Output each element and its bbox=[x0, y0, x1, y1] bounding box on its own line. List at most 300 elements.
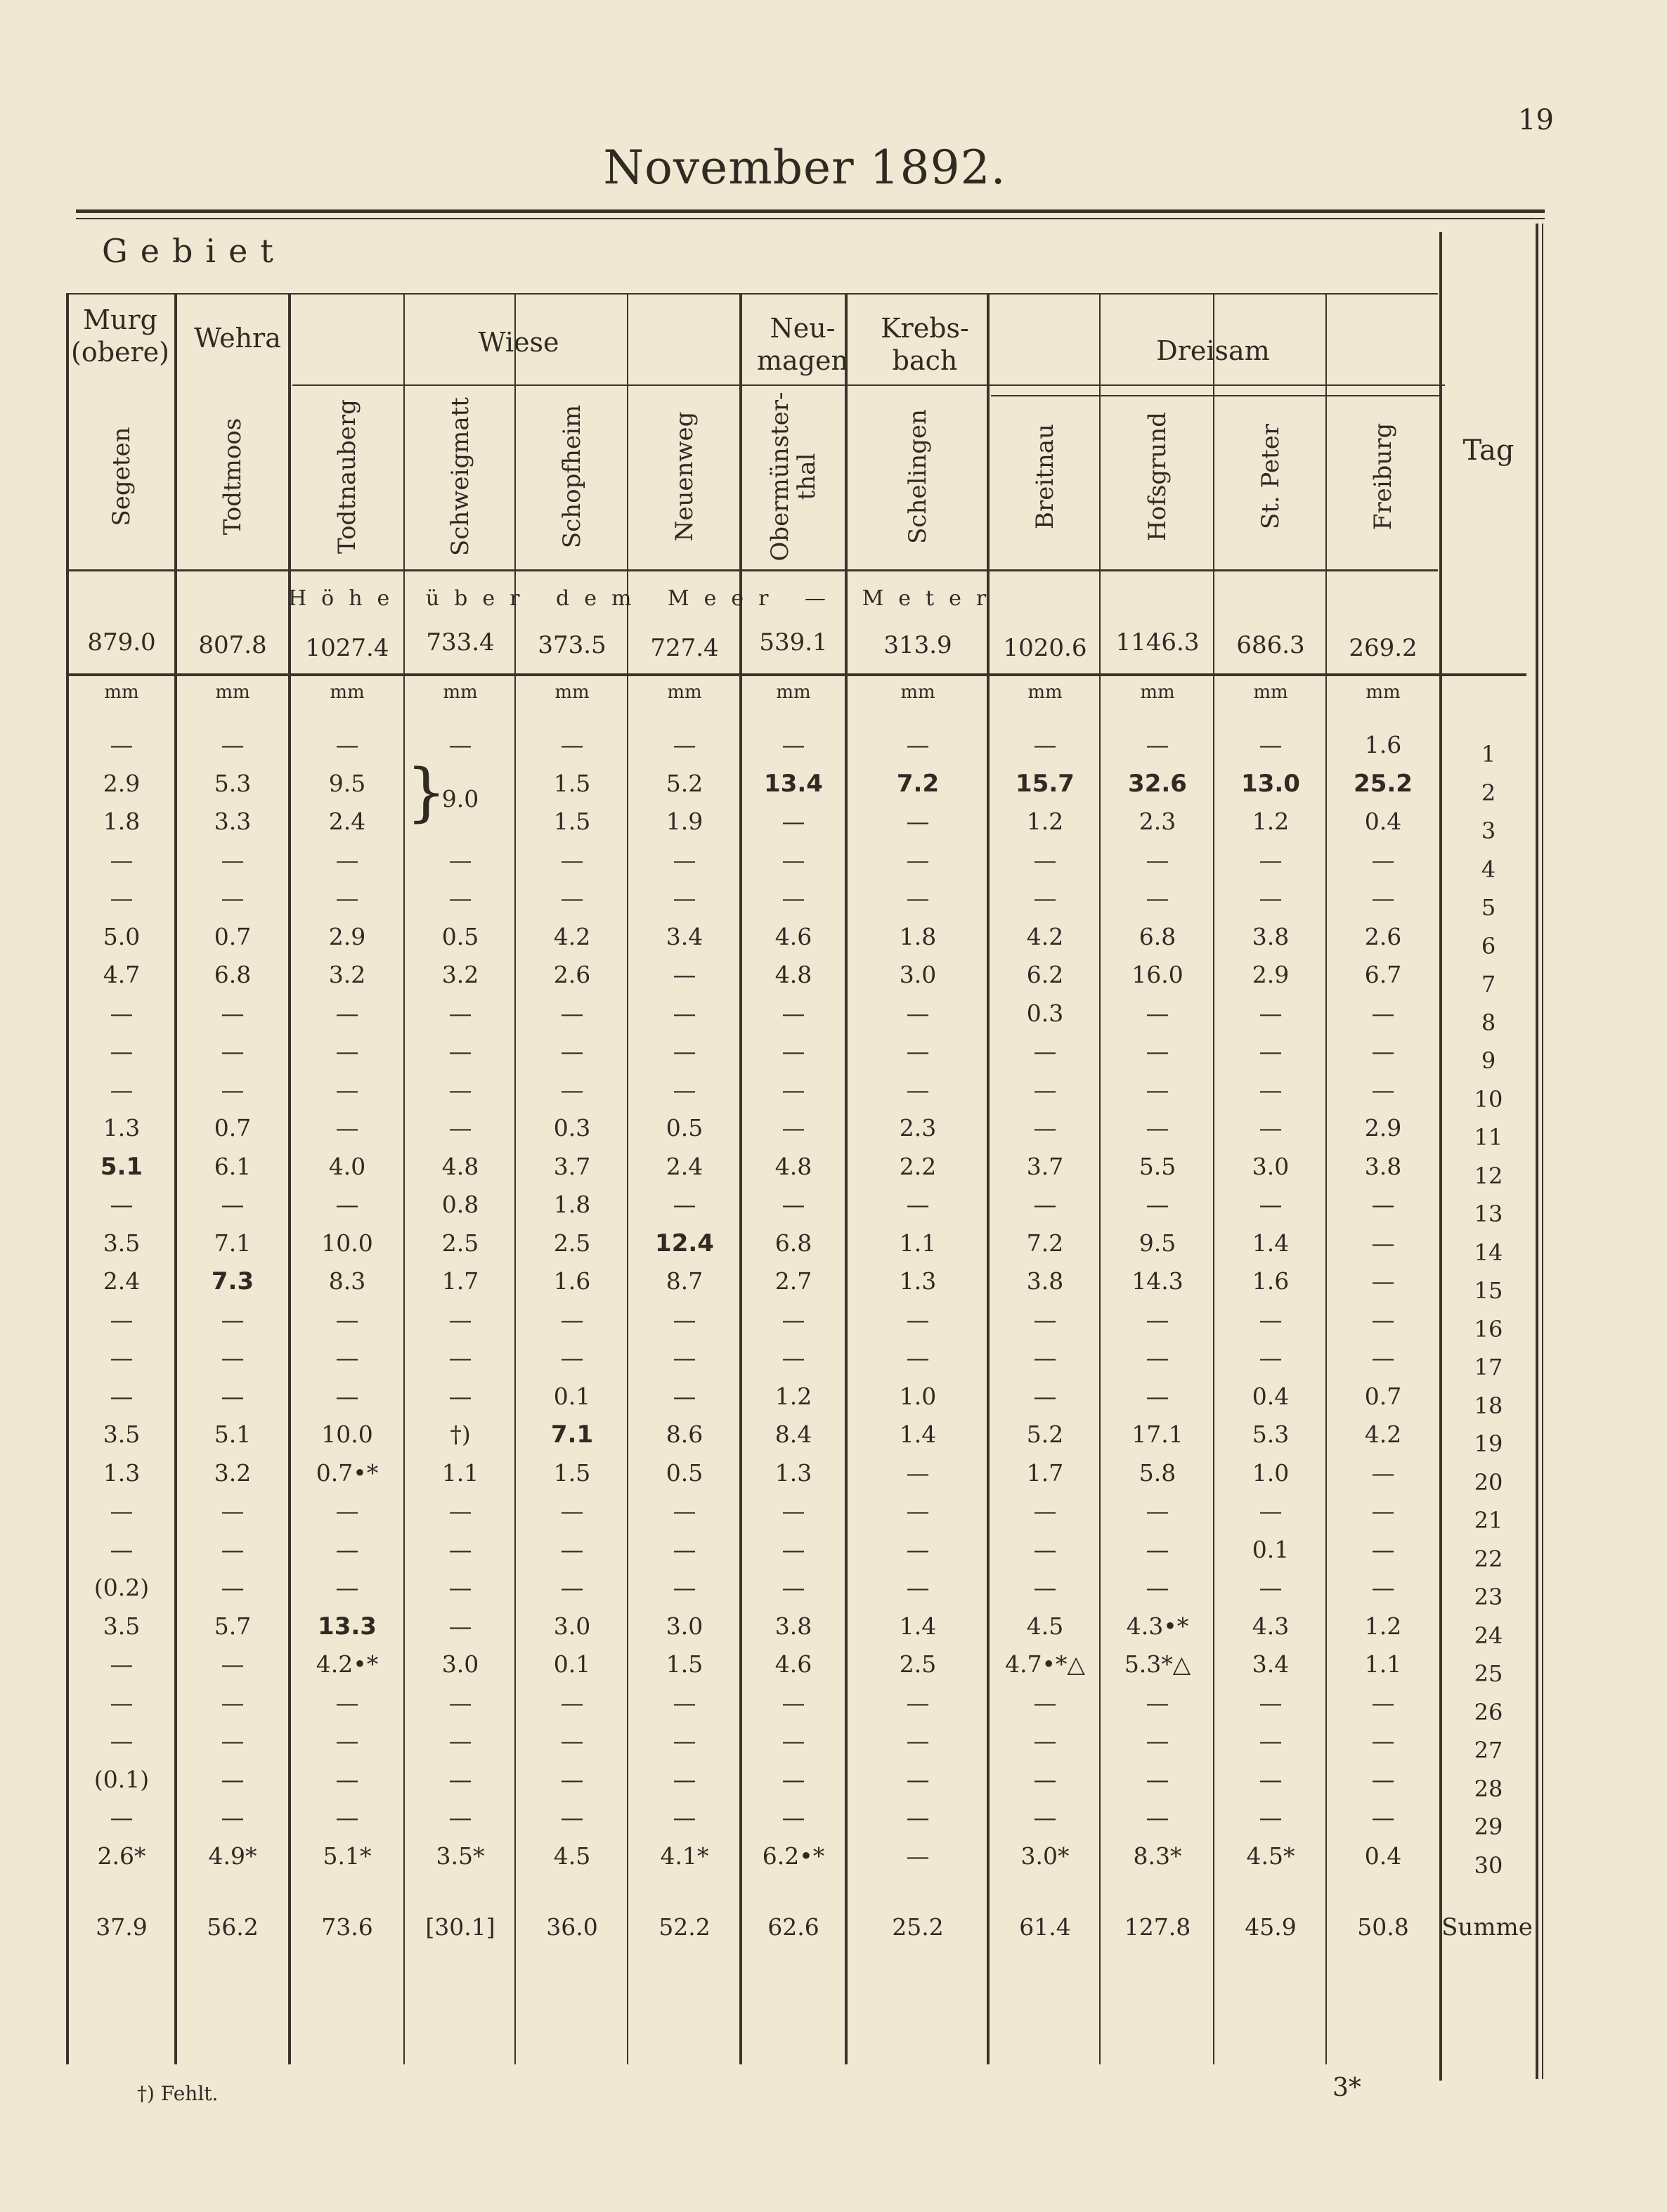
table-cell: — bbox=[906, 1459, 930, 1487]
table-cell: — bbox=[560, 1037, 584, 1065]
table-cell: 1.3 bbox=[774, 1459, 812, 1487]
table-cell: — bbox=[448, 1344, 472, 1371]
table-cell: — bbox=[906, 846, 930, 874]
unit-label: mm bbox=[1027, 682, 1063, 703]
bracket-mark: } bbox=[406, 756, 447, 829]
unit-label: mm bbox=[900, 682, 935, 703]
unit-label: mm bbox=[215, 682, 250, 703]
group-wiese: Wiese bbox=[478, 327, 559, 358]
table-cell: — bbox=[110, 1497, 134, 1525]
altitude-value: 1027.4 bbox=[305, 634, 389, 662]
table-cell: — bbox=[1146, 1075, 1169, 1104]
table-cell: — bbox=[1033, 1804, 1057, 1831]
table-cell: 1.5 bbox=[666, 1650, 703, 1678]
group-neumagen: Neu- magen bbox=[757, 313, 848, 376]
page-signature-mark: 3* bbox=[1332, 2074, 1361, 2102]
table-cell: — bbox=[781, 1535, 805, 1563]
table-cell: — bbox=[673, 1075, 696, 1104]
table-cell: 3.0 bbox=[553, 1612, 591, 1640]
table-cell: 2.6 bbox=[1364, 922, 1402, 950]
table-cell: (0.2) bbox=[93, 1574, 150, 1601]
table-cell: — bbox=[1033, 1497, 1057, 1525]
table-cell: 1.7 bbox=[1026, 1459, 1064, 1487]
day-number: 18 bbox=[1474, 1392, 1503, 1419]
table-cell: 1.5 bbox=[553, 808, 591, 835]
table-cell: 2.2 bbox=[899, 1152, 937, 1180]
day-number: 22 bbox=[1474, 1545, 1503, 1572]
unit-label: mm bbox=[554, 682, 590, 703]
page-title: November 1892. bbox=[603, 141, 1006, 195]
table-cell: — bbox=[1259, 731, 1283, 758]
table-cell: 6.8 bbox=[214, 961, 252, 988]
altitude-value: 879.0 bbox=[87, 628, 156, 657]
table-cell: — bbox=[1371, 1804, 1395, 1831]
table-cell: — bbox=[906, 1804, 930, 1831]
day-number: 9 bbox=[1481, 1047, 1496, 1074]
table-cell: 5.7 bbox=[214, 1612, 252, 1640]
table-cell: 4.6 bbox=[774, 922, 812, 950]
table-cell: — bbox=[1146, 1574, 1169, 1601]
table-cell: — bbox=[110, 1075, 134, 1104]
table-cell: 8.6 bbox=[666, 1421, 703, 1448]
table-cell: — bbox=[221, 1191, 245, 1218]
table-cell: — bbox=[221, 884, 245, 912]
table-cell: 9.5 bbox=[328, 769, 366, 797]
table-cell: — bbox=[1259, 1497, 1283, 1525]
table-cell: — bbox=[448, 1765, 472, 1793]
table-cell: 7.2 bbox=[896, 769, 940, 798]
altitude-value: 807.8 bbox=[198, 631, 267, 659]
rule-horizontal bbox=[76, 209, 1545, 213]
table-cell: — bbox=[1033, 1344, 1057, 1371]
table-cell: 3.8 bbox=[774, 1612, 812, 1640]
table-cell: 5.1* bbox=[323, 1842, 372, 1870]
station-header: Neuenweg bbox=[670, 411, 699, 542]
table-cell: 5.1 bbox=[100, 1152, 143, 1181]
day-number: 23 bbox=[1474, 1584, 1503, 1610]
table-cell: — bbox=[1033, 884, 1057, 912]
table-cell: 0.1 bbox=[1252, 1535, 1290, 1563]
table-cell: 3.5 bbox=[103, 1421, 141, 1448]
rule-horizontal bbox=[67, 673, 1526, 676]
table-cell: — bbox=[673, 1688, 696, 1716]
table-cell: — bbox=[560, 1497, 584, 1525]
table-cell: — bbox=[448, 1612, 472, 1640]
table-cell: 3.0* bbox=[1020, 1842, 1070, 1870]
table-cell: 14.3 bbox=[1131, 1267, 1183, 1295]
table-cell: 3.2 bbox=[214, 1459, 252, 1487]
table-cell: — bbox=[906, 1075, 930, 1104]
table-cell: — bbox=[1146, 1727, 1169, 1754]
table-cell: — bbox=[1259, 1804, 1283, 1831]
table-cell: — bbox=[673, 1804, 696, 1831]
table-cell: 1.2 bbox=[1026, 808, 1064, 835]
table-cell: — bbox=[560, 1305, 584, 1333]
table-cell: 2.7 bbox=[774, 1267, 812, 1295]
rule-horizontal bbox=[67, 293, 1438, 295]
table-cell: — bbox=[110, 1344, 134, 1371]
table-cell: — bbox=[110, 1535, 134, 1563]
table-cell: — bbox=[673, 884, 696, 912]
table-cell: — bbox=[560, 731, 584, 758]
day-number: 27 bbox=[1474, 1737, 1503, 1764]
table-cell: — bbox=[1371, 1229, 1395, 1257]
day-number: 14 bbox=[1474, 1238, 1503, 1266]
table-cell: — bbox=[1371, 1267, 1395, 1295]
table-cell: 2.3 bbox=[899, 1114, 937, 1141]
table-cell: 2.9 bbox=[1364, 1114, 1402, 1141]
summe-cell: [30.1] bbox=[425, 1913, 495, 1941]
tag-header: Tag bbox=[1462, 434, 1514, 467]
table-cell: 1.5 bbox=[553, 769, 591, 797]
table-cell: — bbox=[673, 1765, 696, 1793]
table-cell: 3.4 bbox=[1252, 1650, 1290, 1678]
table-cell: — bbox=[781, 1727, 805, 1754]
table-cell: 0.8 bbox=[441, 1191, 479, 1218]
table-cell: 3.3 bbox=[214, 808, 252, 835]
table-cell: 1.6 bbox=[1364, 731, 1402, 758]
table-cell: — bbox=[448, 1497, 472, 1525]
altitude-value: 727.4 bbox=[650, 634, 719, 662]
table-cell: 1.1 bbox=[1364, 1650, 1402, 1678]
table-cell: — bbox=[1146, 1804, 1169, 1831]
table-cell: — bbox=[781, 731, 805, 758]
table-cell: 2.3 bbox=[1139, 808, 1176, 835]
day-number: 2 bbox=[1481, 779, 1496, 806]
table-cell: — bbox=[1259, 1305, 1283, 1333]
day-number: 8 bbox=[1481, 1009, 1496, 1036]
day-number: 25 bbox=[1474, 1660, 1503, 1687]
table-cell: — bbox=[673, 1497, 696, 1525]
summe-cell: 73.6 bbox=[321, 1913, 373, 1941]
table-cell: 3.5* bbox=[436, 1842, 485, 1870]
table-cell: — bbox=[1033, 1535, 1057, 1563]
day-number: 3 bbox=[1481, 817, 1496, 844]
rule-vertical bbox=[1542, 224, 1543, 2079]
table-cell: — bbox=[221, 1727, 245, 1754]
table-cell: 1.8 bbox=[899, 922, 937, 950]
table-cell: 0.1 bbox=[553, 1650, 591, 1678]
altitude-value: 269.2 bbox=[1349, 634, 1418, 662]
table-cell: 2.9 bbox=[103, 769, 141, 797]
summe-cell: 52.2 bbox=[659, 1913, 711, 1941]
table-cell: 0.7 bbox=[1364, 1382, 1402, 1410]
table-cell: 1.0 bbox=[899, 1382, 937, 1410]
table-cell: — bbox=[448, 999, 472, 1027]
table-cell: 5.0 bbox=[103, 922, 141, 950]
table-cell: — bbox=[1033, 1688, 1057, 1716]
table-cell: — bbox=[673, 1382, 696, 1410]
table-cell: — bbox=[221, 731, 245, 758]
table-cell: — bbox=[1259, 999, 1283, 1027]
table-cell: — bbox=[1259, 1765, 1283, 1793]
table-cell: — bbox=[673, 1191, 696, 1218]
table-cell: 1.2 bbox=[774, 1382, 812, 1410]
table-cell: — bbox=[781, 846, 805, 874]
table-cell: — bbox=[221, 1075, 245, 1104]
table-cell: 5.5 bbox=[1139, 1152, 1176, 1180]
table-cell: 7.1 bbox=[214, 1229, 252, 1257]
table-cell: — bbox=[1146, 1114, 1169, 1141]
table-cell: — bbox=[781, 1114, 805, 1141]
table-cell: — bbox=[1146, 1382, 1169, 1410]
table-cell: — bbox=[110, 1382, 134, 1410]
table-cell: — bbox=[1259, 1344, 1283, 1371]
day-number: 28 bbox=[1474, 1775, 1503, 1802]
table-cell: — bbox=[1033, 1075, 1057, 1104]
table-cell: 5.3 bbox=[1252, 1421, 1290, 1448]
summe-cell: 50.8 bbox=[1357, 1913, 1409, 1941]
table-cell: 4.8 bbox=[441, 1152, 479, 1180]
table-cell: — bbox=[221, 1037, 245, 1065]
table-cell: 1.5 bbox=[553, 1459, 591, 1487]
table-cell: 0.3 bbox=[553, 1114, 591, 1141]
table-cell: — bbox=[560, 884, 584, 912]
day-number: 29 bbox=[1474, 1813, 1503, 1840]
table-cell: 17.1 bbox=[1131, 1421, 1183, 1448]
table-cell: 3.7 bbox=[1026, 1152, 1064, 1180]
station-header: Todtnauberg bbox=[333, 399, 361, 554]
table-cell: 6.2•* bbox=[762, 1842, 825, 1870]
table-cell: 3.8 bbox=[1026, 1267, 1064, 1295]
table-cell: 5.1 bbox=[214, 1421, 252, 1448]
station-header: Breitnau bbox=[1031, 424, 1059, 529]
table-cell: — bbox=[221, 1497, 245, 1525]
table-cell: — bbox=[110, 1727, 134, 1754]
table-cell: — bbox=[1033, 1114, 1057, 1141]
table-cell: — bbox=[221, 1574, 245, 1601]
table-cell: 0.4 bbox=[1364, 1842, 1402, 1870]
altitude-value: 373.5 bbox=[538, 631, 607, 659]
table-cell: — bbox=[1033, 1574, 1057, 1601]
summe-label: Summe bbox=[1441, 1913, 1533, 1941]
table-cell: 5.8 bbox=[1139, 1459, 1176, 1487]
table-cell: 12.4 bbox=[655, 1229, 714, 1257]
day-number: 16 bbox=[1474, 1315, 1503, 1343]
table-cell: 1.6 bbox=[553, 1267, 591, 1295]
table-cell: 1.9 bbox=[666, 808, 703, 835]
table-cell: 13.0 bbox=[1241, 769, 1300, 798]
table-cell: 5.2 bbox=[666, 769, 703, 797]
unit-label: mm bbox=[443, 682, 478, 703]
day-number: 12 bbox=[1474, 1162, 1503, 1189]
table-cell: 3.0 bbox=[1252, 1152, 1290, 1180]
table-cell: 3.0 bbox=[666, 1612, 703, 1640]
table-cell: — bbox=[1371, 1497, 1395, 1525]
table-cell: 4.2 bbox=[553, 922, 591, 950]
table-cell: 1.0 bbox=[1252, 1459, 1290, 1487]
table-cell: 6.2 bbox=[1026, 961, 1064, 988]
table-cell: 16.0 bbox=[1131, 961, 1183, 988]
table-cell: — bbox=[1146, 1535, 1169, 1563]
day-number: 15 bbox=[1474, 1277, 1503, 1304]
table-cell: 0.5 bbox=[666, 1459, 703, 1487]
table-cell: 7.3 bbox=[211, 1267, 254, 1295]
altitude-value: 313.9 bbox=[883, 631, 952, 659]
table-cell: — bbox=[335, 1497, 359, 1525]
unit-label: mm bbox=[1366, 682, 1401, 703]
table-cell: — bbox=[560, 1727, 584, 1754]
table-cell: — bbox=[906, 1497, 930, 1525]
day-number: 6 bbox=[1481, 932, 1496, 959]
table-cell: — bbox=[448, 884, 472, 912]
table-cell: 0.5 bbox=[441, 922, 479, 950]
table-cell: 6.1 bbox=[214, 1152, 252, 1180]
table-cell: 3.8 bbox=[1252, 922, 1290, 950]
day-number: 7 bbox=[1481, 971, 1496, 997]
table-cell: 3.0 bbox=[441, 1650, 479, 1678]
table-cell: — bbox=[221, 1344, 245, 1371]
table-cell: — bbox=[221, 1382, 245, 1410]
altitude-value: 733.4 bbox=[426, 628, 495, 657]
table-cell: 1.2 bbox=[1364, 1612, 1402, 1640]
table-cell: 1.4 bbox=[899, 1421, 937, 1448]
table-cell: — bbox=[781, 999, 805, 1027]
table-cell: — bbox=[906, 1765, 930, 1793]
table-cell: 2.9 bbox=[1252, 961, 1290, 988]
table-cell: 0.3 bbox=[1026, 999, 1064, 1027]
table-cell: 2.5 bbox=[899, 1650, 937, 1678]
table-cell: — bbox=[560, 1574, 584, 1601]
table-cell: — bbox=[1371, 1765, 1395, 1793]
table-cell: 13.4 bbox=[764, 769, 823, 798]
rule-vertical bbox=[1439, 232, 1442, 2081]
summe-cell: 127.8 bbox=[1124, 1913, 1191, 1941]
altitude-value: 686.3 bbox=[1236, 631, 1305, 659]
table-cell: 3.0 bbox=[899, 961, 937, 988]
day-number: 10 bbox=[1474, 1085, 1503, 1113]
table-cell: — bbox=[781, 884, 805, 912]
day-number: 5 bbox=[1481, 894, 1496, 921]
table-cell: 1.6 bbox=[1252, 1267, 1290, 1295]
table-cell: 2.6 bbox=[553, 961, 591, 988]
table-cell: — bbox=[906, 731, 930, 758]
table-cell: — bbox=[673, 999, 696, 1027]
table-cell: — bbox=[906, 1191, 930, 1218]
table-cell: — bbox=[1146, 1191, 1169, 1218]
table-cell: †) bbox=[450, 1421, 471, 1448]
table-cell: — bbox=[1371, 1344, 1395, 1371]
summe-cell: 62.6 bbox=[767, 1913, 819, 1941]
table-cell: — bbox=[673, 1037, 696, 1065]
table-cell: — bbox=[781, 1075, 805, 1104]
table-cell: 4.8 bbox=[774, 1152, 812, 1180]
table-cell: — bbox=[673, 846, 696, 874]
table-cell: — bbox=[110, 1804, 134, 1831]
table-cell: 1.3 bbox=[899, 1267, 937, 1295]
table-cell: 5.3*△ bbox=[1124, 1650, 1191, 1678]
table-cell: — bbox=[1371, 1727, 1395, 1754]
table-cell: — bbox=[110, 1191, 134, 1218]
table-cell: — bbox=[1371, 1075, 1395, 1104]
day-number: 11 bbox=[1474, 1124, 1503, 1151]
table-cell: — bbox=[335, 1037, 359, 1065]
table-cell: — bbox=[448, 731, 472, 758]
table-cell: — bbox=[1033, 846, 1057, 874]
table-cell: — bbox=[335, 884, 359, 912]
table-cell: — bbox=[448, 1727, 472, 1754]
table-cell: 4.6 bbox=[774, 1650, 812, 1678]
table-cell: 8.3 bbox=[328, 1267, 366, 1295]
day-number: 4 bbox=[1481, 855, 1496, 883]
table-cell: 8.7 bbox=[666, 1267, 703, 1295]
table-cell: 1.2 bbox=[1252, 808, 1290, 835]
table-cell: — bbox=[448, 846, 472, 874]
altitude-value: 539.1 bbox=[759, 628, 828, 657]
table-cell: — bbox=[781, 1574, 805, 1601]
table-cell: — bbox=[1146, 1305, 1169, 1333]
table-cell: — bbox=[560, 1344, 584, 1371]
table-cell: 6.8 bbox=[774, 1229, 812, 1257]
unit-label: mm bbox=[330, 682, 365, 703]
day-number: 1 bbox=[1481, 741, 1496, 768]
table-cell: — bbox=[1146, 731, 1169, 758]
table-cell: 2.5 bbox=[441, 1229, 479, 1257]
table-cell: — bbox=[1033, 1765, 1057, 1793]
table-cell: 1.3 bbox=[103, 1114, 141, 1141]
station-header: Schopfheim bbox=[558, 404, 586, 549]
table-cell: — bbox=[781, 1191, 805, 1218]
table-cell: — bbox=[560, 1535, 584, 1563]
group-dreisam: Dreisam bbox=[1156, 335, 1270, 366]
table-cell: 9.0 bbox=[441, 784, 479, 813]
table-cell: 0.7•* bbox=[316, 1459, 379, 1487]
unit-label: mm bbox=[667, 682, 702, 703]
table-cell: 6.8 bbox=[1139, 922, 1176, 950]
table-cell: 1.4 bbox=[1252, 1229, 1290, 1257]
station-header: Obermünster- thal bbox=[766, 392, 821, 562]
rule-horizontal bbox=[76, 218, 1545, 219]
table-cell: 0.1 bbox=[553, 1382, 591, 1410]
table-cell: — bbox=[448, 1037, 472, 1065]
table-cell: — bbox=[335, 1075, 359, 1104]
table-cell: 4.9* bbox=[208, 1842, 257, 1870]
table-cell: 4.7 bbox=[103, 961, 141, 988]
table-cell: — bbox=[1259, 1574, 1283, 1601]
table-cell: — bbox=[335, 1727, 359, 1754]
table-cell: — bbox=[673, 1574, 696, 1601]
table-cell: — bbox=[1033, 1305, 1057, 1333]
table-cell: 4.2•* bbox=[316, 1650, 379, 1678]
station-header: Segeten bbox=[108, 427, 136, 526]
table-cell: 4.2 bbox=[1364, 1421, 1402, 1448]
table-cell: — bbox=[1033, 1037, 1057, 1065]
table-cell: — bbox=[1371, 1688, 1395, 1716]
table-cell: — bbox=[221, 1765, 245, 1793]
table-cell: — bbox=[1146, 1344, 1169, 1371]
table-cell: — bbox=[1259, 846, 1283, 874]
table-cell: — bbox=[1371, 884, 1395, 912]
table-cell: — bbox=[906, 1842, 930, 1870]
table-cell: — bbox=[906, 808, 930, 835]
table-cell: — bbox=[1259, 1037, 1283, 1065]
table-cell: 4.7•*△ bbox=[1005, 1650, 1085, 1678]
table-cell: 1.7 bbox=[441, 1267, 479, 1295]
table-cell: — bbox=[906, 1727, 930, 1754]
table-cell: 2.5 bbox=[553, 1229, 591, 1257]
table-cell: — bbox=[1371, 999, 1395, 1027]
table-cell: — bbox=[110, 1305, 134, 1333]
summe-cell: 56.2 bbox=[207, 1913, 259, 1941]
table-cell: — bbox=[1146, 846, 1169, 874]
table-cell: — bbox=[1371, 1574, 1395, 1601]
station-header: Schelingen bbox=[904, 409, 932, 544]
table-cell: — bbox=[560, 1765, 584, 1793]
table-cell: — bbox=[335, 1344, 359, 1371]
table-cell: — bbox=[906, 1344, 930, 1371]
table-cell: — bbox=[335, 1305, 359, 1333]
table-cell: — bbox=[448, 1305, 472, 1333]
